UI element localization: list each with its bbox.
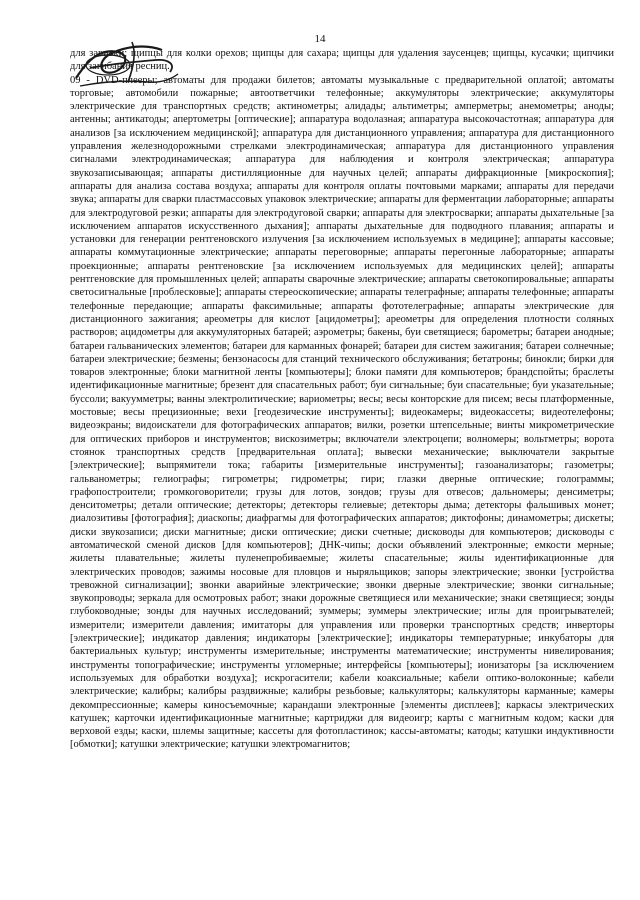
page-number: 14 bbox=[314, 33, 326, 45]
paragraph-class-09: 09 - DVD-плееры; автоматы для продажи билетов; автоматы музыкальные с предварительной оплатой; автоматы торговые; автомобили пожарные; автоответчики телефонные; аккумуляторы электрические; аккумуляторы электрические для транспортных средств; актинометры; алидады; альтиметры; амперметры; анемометры; аноды; антенны; антикатоды; апертометры [оптические]; аппаратура водолазная; аппаратура высокочастотная; аппаратура для анализов [за исключением медицинской]; аппаратура для дистанционного управления; аппаратура для дистанционного управления железнодорожными стрелками электродинамическая; аппаратура для дистанционного управления сигналами электродинамическая; аппаратура для наблюдения и контроля электрическая; аппаратура звукозаписывающая; аппараты дистилляционные для научных целей; аппараты дифракционные [микроскопия]; аппараты для анализа состава воздуха; аппараты для контроля оплаты почтовыми марками; аппараты для передачи звука; аппараты для сварки пластмассовых упаковок электрические; аппараты для ферментации лабораторные; аппараты для электродуговой резки; аппараты для электродуговой сварки; аппараты для электросварки; аппараты дыхательные [за исключением аппаратов искусственного дыхания]; аппараты дыхательные для подводного плавания; аппараты и установки для генерации рентгеновского излучения [за исключением используемых в медицине]; аппараты кассовые; аппараты коммутационные электрические; аппараты переговорные; аппараты перегонные лабораторные; аппараты проекционные; аппараты рентгеновские [за исключением используемых для медицинских целей]; аппараты рентгеновские для промышленных целей; аппараты сварочные электрические; аппараты светокопировальные; аппараты светосигнальные [проблесковые]; аппараты стереоскопические; аппараты телеграфные; аппараты телефонные; аппараты телефонные передающие; аппараты факсимильные; аппараты фототелеграфные; аппараты электрические для дистанционного зажигания; ареометры для кислот [ацидометры]; ареометры для определения плотности соляных растворов; ацидометры для аккумуляторных батарей; аэрометры; бакены, буи светящиеся; барометры; батареи анодные; батареи гальванических элементов; батареи для карманных фонарей; батареи для систем зажигания; батареи солнечные; батареи электрические; безмены; бензонасосы для станций технического обслуживания; бетатроны; бинокли; бирки для товаров электронные; блоки магнитной ленты [компьютеры]; блоки памяти для компьютеров; брандспойты; браслеты идентификационные магнитные; брезент для спасательных работ; буи сигнальные; буи спасательные; буи указательные; буссоли; вакуумметры; ванны электролитические; вариометры; весы; весы конторские для писем; весы платформенные, мостовые; весы прецизионные; вехи [геодезические инструменты]; видеокамеры; видеокассеты; видеотелефоны; видеоэкраны; видоискатели для фотографических аппаратов; вилки, розетки штепсельные; винты микрометрические для оптических приборов и инструментов; вискозиметры; включатели электроцепи; волномеры; вольтметры; ворота стоянок транспортных средств [предварительная оплата]; вывески механические; выключатели закрытые [электрические]; выпрямители тока; габариты [измерительные инструменты]; газоанализаторы; газометры; гальванометры; гелиографы; гигрометры; гидрометры; гири; глазки дверные оптические; голограммы; графопостроители; громкоговорители; грузы для лотов, зондов; грузы для отвесов; дальномеры; денсиметры; денситометры; детали оптические; детекторы; детекторы гелиевые; детекторы дыма; детекторы фальшивых монет; диалозитивы [фотография]; диаскопы; диафрагмы для фотографических аппаратов; диктофоны; динамометры; дискеты; диски звукозаписи; диски магнитные; диски оптические; диски счетные; дисководы для компьютеров; дисководы с автоматической сменой дисков [для компьютеров]; ДНК-чипы; доски объявлений электронные; емкости мерные; жилеты плавательные; жилеты пуленепробиваемые; жилеты спасательные; жилы идентификационные для электрических проводов; зажимы носовые для пловцов и ныряльщиков; запоры электрические; звонки [устройства тревожной сигнализации]; звонки аварийные электрические; звонки дверные электрические; звонки сигнальные; звукопроводы; зеркала для осмотровых работ; знаки дорожные светящиеся или механические; знаки светящиеся; зонды глубоководные; зонды для научных исследований; зуммеры; зуммеры электрические; иглы для проигрывателей; измерители; измерители давления; имитаторы для управления или проверки транспортных средств; инверторы [электрические]; индикатор давления; индикаторы [электрические]; индикаторы температурные; инкубаторы для бактериальных культур; инструменты измерительные; инструменты математические; инструменты нивелирования; инструменты топографические; инструменты угломерные; интерфейсы [компьютеры]; ионизаторы [за исключением используемых для обработки воздуха]; искрогасители; кабели коаксиальные; кабели оптико-волоконные; кабели электрические; калибры; калибры раздвижные; калибры резьбовые; калькуляторы; калькуляторы карманные; камеры декомпрессионные; камеры киносъемочные; карандаши электронные [элементы дисплеев]; каркасы электрических катушек; карточки идентификационные магнитные; картриджи для видеоигр; карты с магнитным кодом; каски для верховой езды; каски, шлемы защитные; кассеты для фотопластинок; кассы-автоматы; катоды; катушки индуктивности [обмотки]; катушки электрические; катушки электромагнитов; bbox=[70, 74, 614, 751]
paragraph-class-08-tail: для завивки; щипцы для колки орехов; щипцы для сахара; щипцы для удаления заусенцев; щипцы, кусачки; щипчики для загибания ресниц. bbox=[70, 48, 614, 73]
goods-list-text bbox=[70, 47, 614, 752]
